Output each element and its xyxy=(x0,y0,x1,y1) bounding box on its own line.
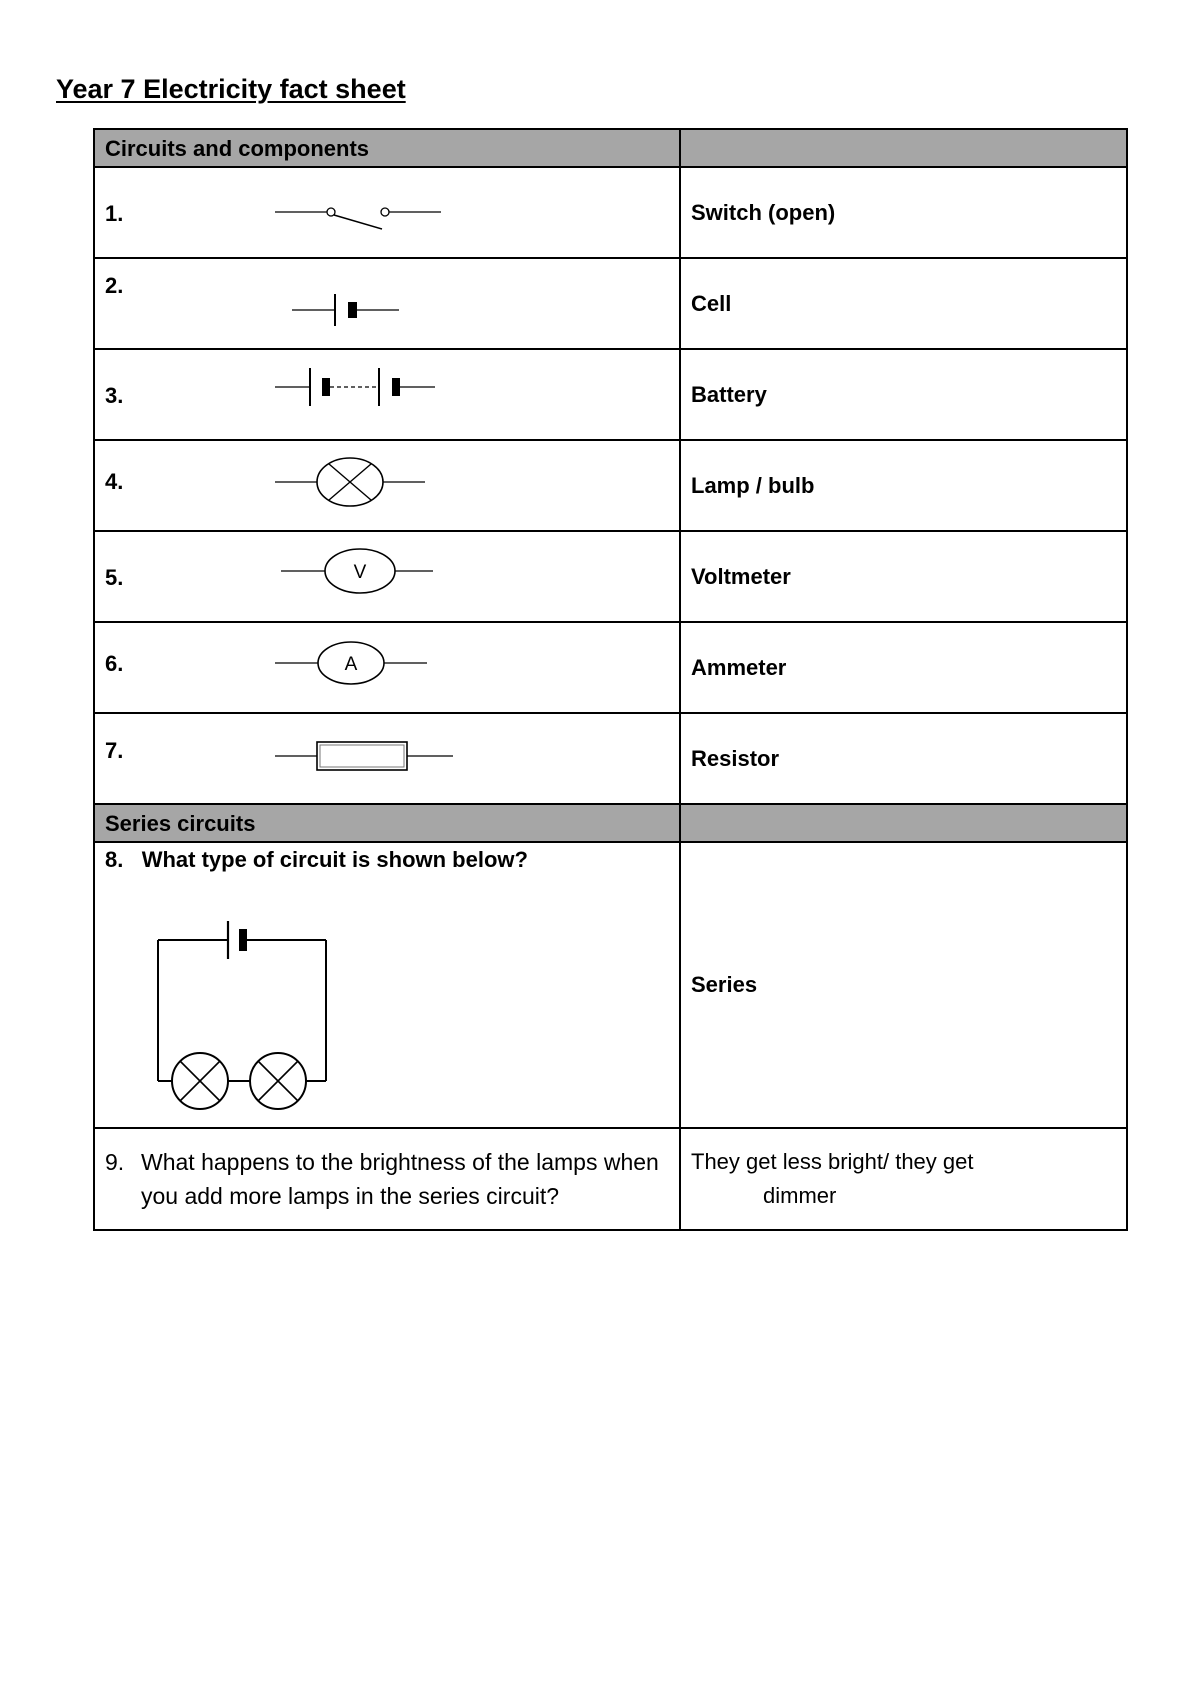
answer-cell: Lamp / bulb xyxy=(680,440,1127,531)
table-row xyxy=(94,440,1127,531)
table-row xyxy=(94,349,1127,440)
page-title: Year 7 Electricity fact sheet xyxy=(56,74,406,104)
ammeter-icon xyxy=(275,637,445,689)
table-row xyxy=(94,622,1127,713)
answer-cell: Cell xyxy=(680,258,1127,349)
question-text: What type of circuit is shown below? xyxy=(141,847,528,872)
question-8 xyxy=(105,847,669,873)
answer-cell: Series xyxy=(680,842,1127,1128)
lamp-icon xyxy=(275,455,445,511)
voltmeter-letter: V xyxy=(353,562,367,583)
row-number: 7. xyxy=(105,738,124,763)
answer-cell: Switch (open) xyxy=(680,167,1127,258)
table-row xyxy=(94,167,1127,258)
question-9 xyxy=(105,1145,669,1213)
table-row xyxy=(94,1128,1127,1230)
answer-cell xyxy=(680,1128,1127,1230)
answer-cell: Voltmeter xyxy=(680,531,1127,622)
question-number: 8. xyxy=(105,847,124,872)
section-header-blank xyxy=(680,804,1127,842)
switch-open-icon xyxy=(275,196,475,236)
resistor-icon xyxy=(275,740,465,774)
answer-cell: Ammeter xyxy=(680,622,1127,713)
battery-icon xyxy=(275,362,455,408)
answer-line-2: dimmer xyxy=(763,1183,837,1208)
row-number: 5. xyxy=(105,565,124,590)
cell-icon xyxy=(275,289,415,329)
row-number: 6. xyxy=(105,651,124,676)
question-text: What happens to the brightness of the lamps when you add more lamps in the series circuit? xyxy=(141,1149,659,1209)
voltmeter-icon xyxy=(275,546,445,596)
answer-cell: Resistor xyxy=(680,713,1127,804)
row-number: 4. xyxy=(105,469,124,494)
section-header-components: Circuits and components xyxy=(94,129,680,167)
row-number: 3. xyxy=(105,383,124,408)
answer-line-1: They get less bright/ they get xyxy=(691,1149,974,1174)
row-number: 1. xyxy=(105,201,124,226)
fact-sheet-table xyxy=(93,128,1128,1231)
section-header-row xyxy=(94,129,1127,167)
answer-cell: Battery xyxy=(680,349,1127,440)
ammeter-letter: A xyxy=(344,654,358,675)
section-header-blank xyxy=(680,129,1127,167)
section-header-row xyxy=(94,804,1127,842)
table-row xyxy=(94,713,1127,804)
table-row xyxy=(94,258,1127,349)
series-circuit-diagram xyxy=(151,911,341,1111)
table-row xyxy=(94,531,1127,622)
table-row xyxy=(94,842,1127,1128)
question-number: 9. xyxy=(105,1149,125,1175)
section-header-series: Series circuits xyxy=(94,804,680,842)
row-number: 2. xyxy=(105,273,124,298)
